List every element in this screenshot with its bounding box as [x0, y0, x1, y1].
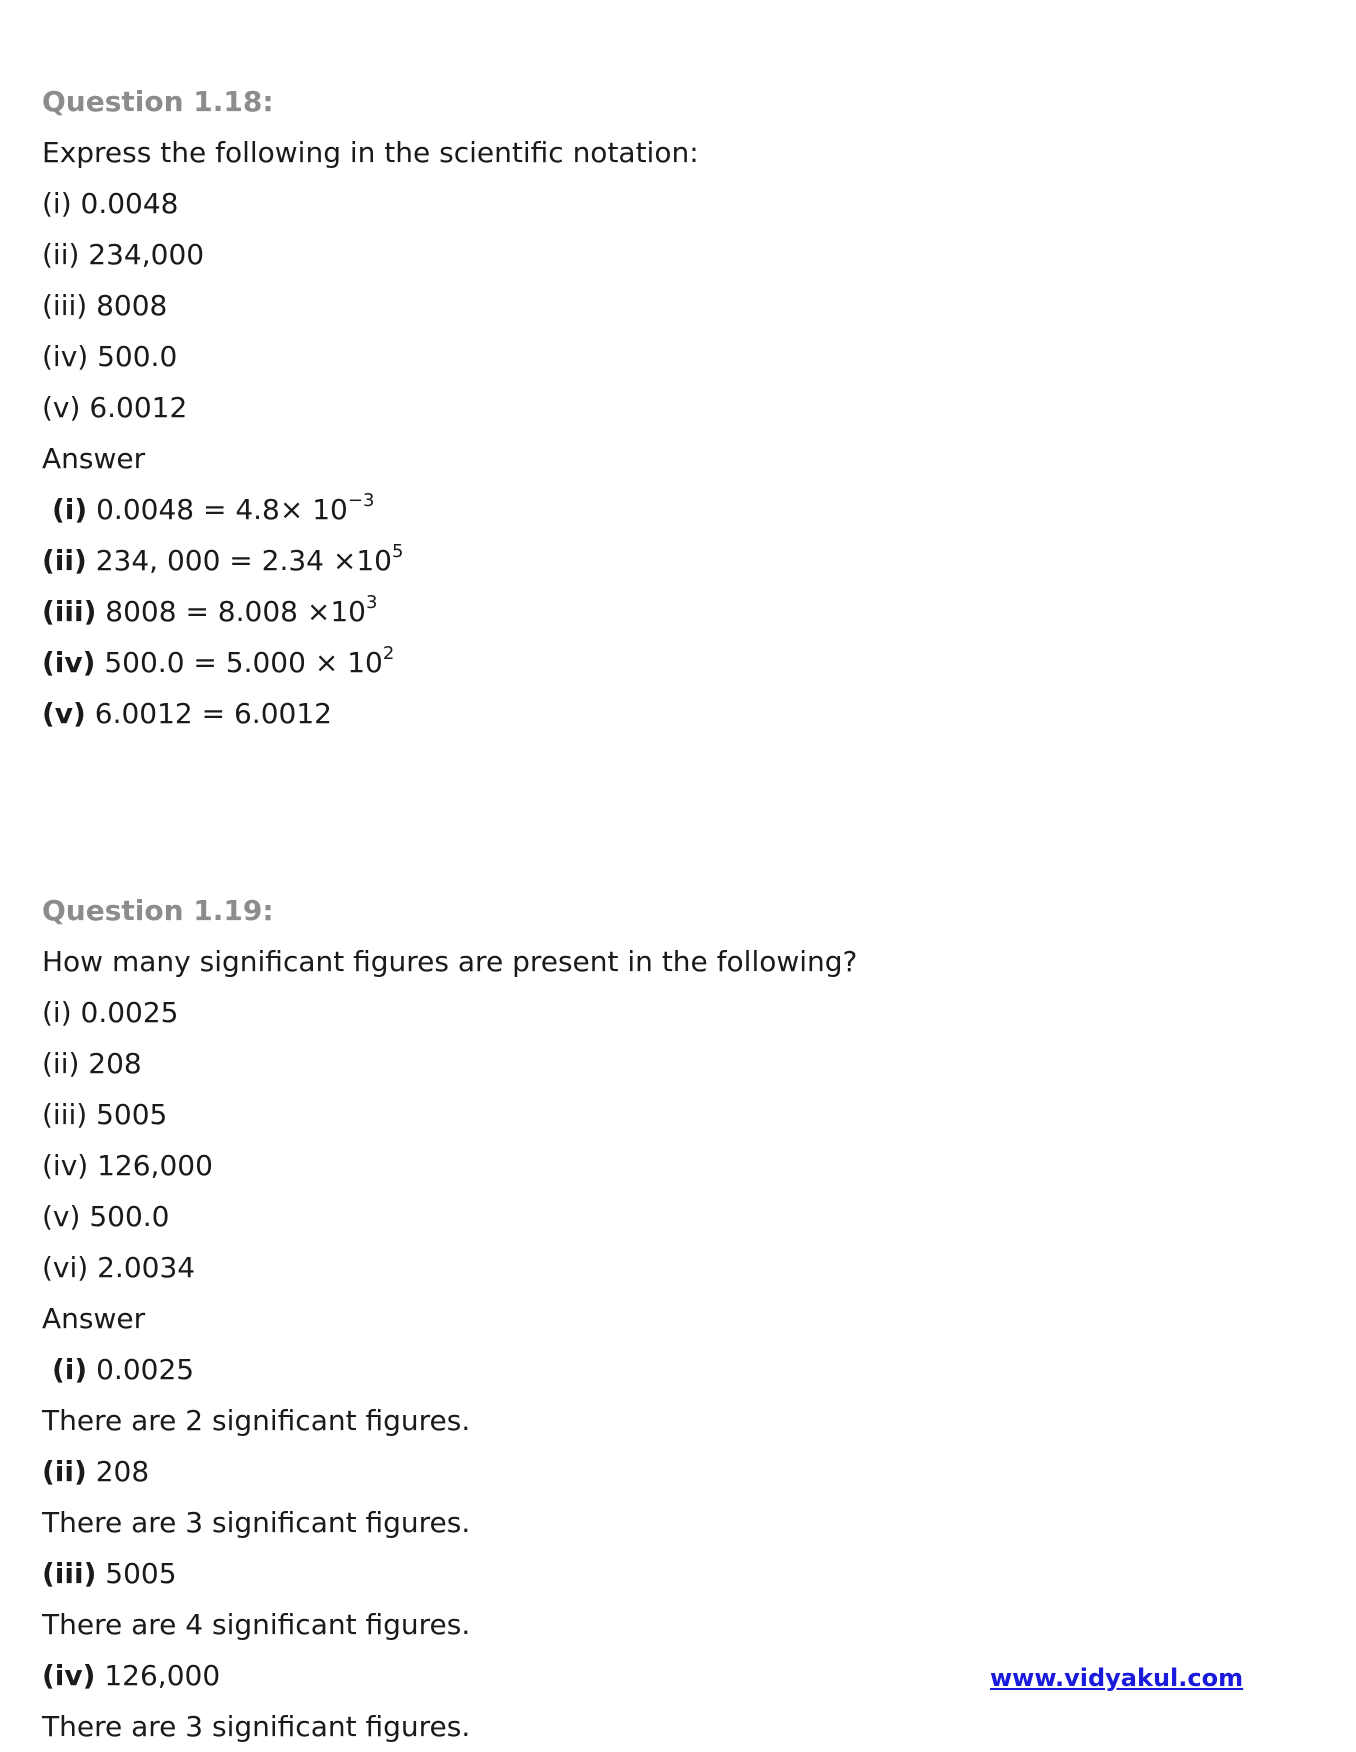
answer-expression: 8008 = 8.008 ×10 [96, 595, 366, 628]
answer-explanation: There are 3 significant figures. [42, 1710, 471, 1743]
answer-line [42, 688, 1292, 739]
answer-item-label: (iii) [42, 595, 97, 628]
answer-item-label: (ii) [42, 1455, 87, 1488]
answer-line [42, 535, 1292, 586]
answer-explanation: There are 2 significant figures. [42, 1404, 471, 1437]
answer-exponent: 2 [382, 643, 395, 664]
section-gap [42, 739, 1292, 885]
answer-expression: 500.0 = 5.000 × 10 [95, 646, 383, 679]
question-item: (v) 500.0 [42, 1200, 170, 1233]
answer-item-label: (iii) [42, 1557, 97, 1590]
question-item: (iii) 8008 [42, 289, 168, 322]
answer-item-label: (iv) [42, 1659, 96, 1692]
answer-value: 208 [86, 1455, 150, 1488]
answer-value: 126,000 [95, 1659, 221, 1692]
question-heading: Question 1.19: [42, 894, 274, 927]
answer-item-label: (i) [52, 1353, 88, 1386]
answer-item-label: (v) [42, 697, 86, 730]
answer-explanation: There are 4 significant figures. [42, 1608, 471, 1641]
question-item: (i) 0.0048 [42, 187, 179, 220]
answer-explanation: There are 3 significant figures. [42, 1506, 471, 1539]
answer-line [42, 1344, 1292, 1395]
answer-exponent: 3 [365, 592, 378, 613]
question-item: (iv) 126,000 [42, 1149, 213, 1182]
question-item: (i) 0.0025 [42, 996, 179, 1029]
answer-item-label: (ii) [42, 544, 87, 577]
answer-line [42, 586, 1292, 637]
answer-line [42, 1446, 1292, 1497]
question-item: (iii) 5005 [42, 1098, 168, 1131]
answer-label: Answer [42, 442, 146, 475]
question-item: (ii) 208 [42, 1047, 142, 1080]
answer-exponent: 5 [391, 541, 404, 562]
answer-expression: 234, 000 = 2.34 ×10 [86, 544, 392, 577]
answer-exponent: −3 [347, 490, 375, 511]
answer-value: 5005 [96, 1557, 177, 1590]
question-item: (iv) 500.0 [42, 340, 178, 373]
question-item: (v) 6.0012 [42, 391, 188, 424]
document-page [42, 76, 1292, 1752]
answer-expression: 6.0012 = 6.0012 [85, 697, 332, 730]
answer-line [42, 484, 1292, 535]
answer-label: Answer [42, 1302, 146, 1335]
answer-expression: 0.0048 = 4.8× 10 [87, 493, 348, 526]
answer-line [42, 637, 1292, 688]
question-prompt: Express the following in the scientific notation: [42, 136, 699, 169]
question-item: (vi) 2.0034 [42, 1251, 196, 1284]
answer-line [42, 1548, 1292, 1599]
answer-value: 0.0025 [87, 1353, 195, 1386]
answer-item-label: (iv) [42, 646, 96, 679]
question-item: (ii) 234,000 [42, 238, 205, 271]
question-heading: Question 1.18: [42, 85, 274, 118]
footer-website-link[interactable]: www.vidyakul.com [990, 1664, 1244, 1692]
question-prompt: How many significant figures are present in the following? [42, 945, 858, 978]
answer-item-label: (i) [52, 493, 88, 526]
